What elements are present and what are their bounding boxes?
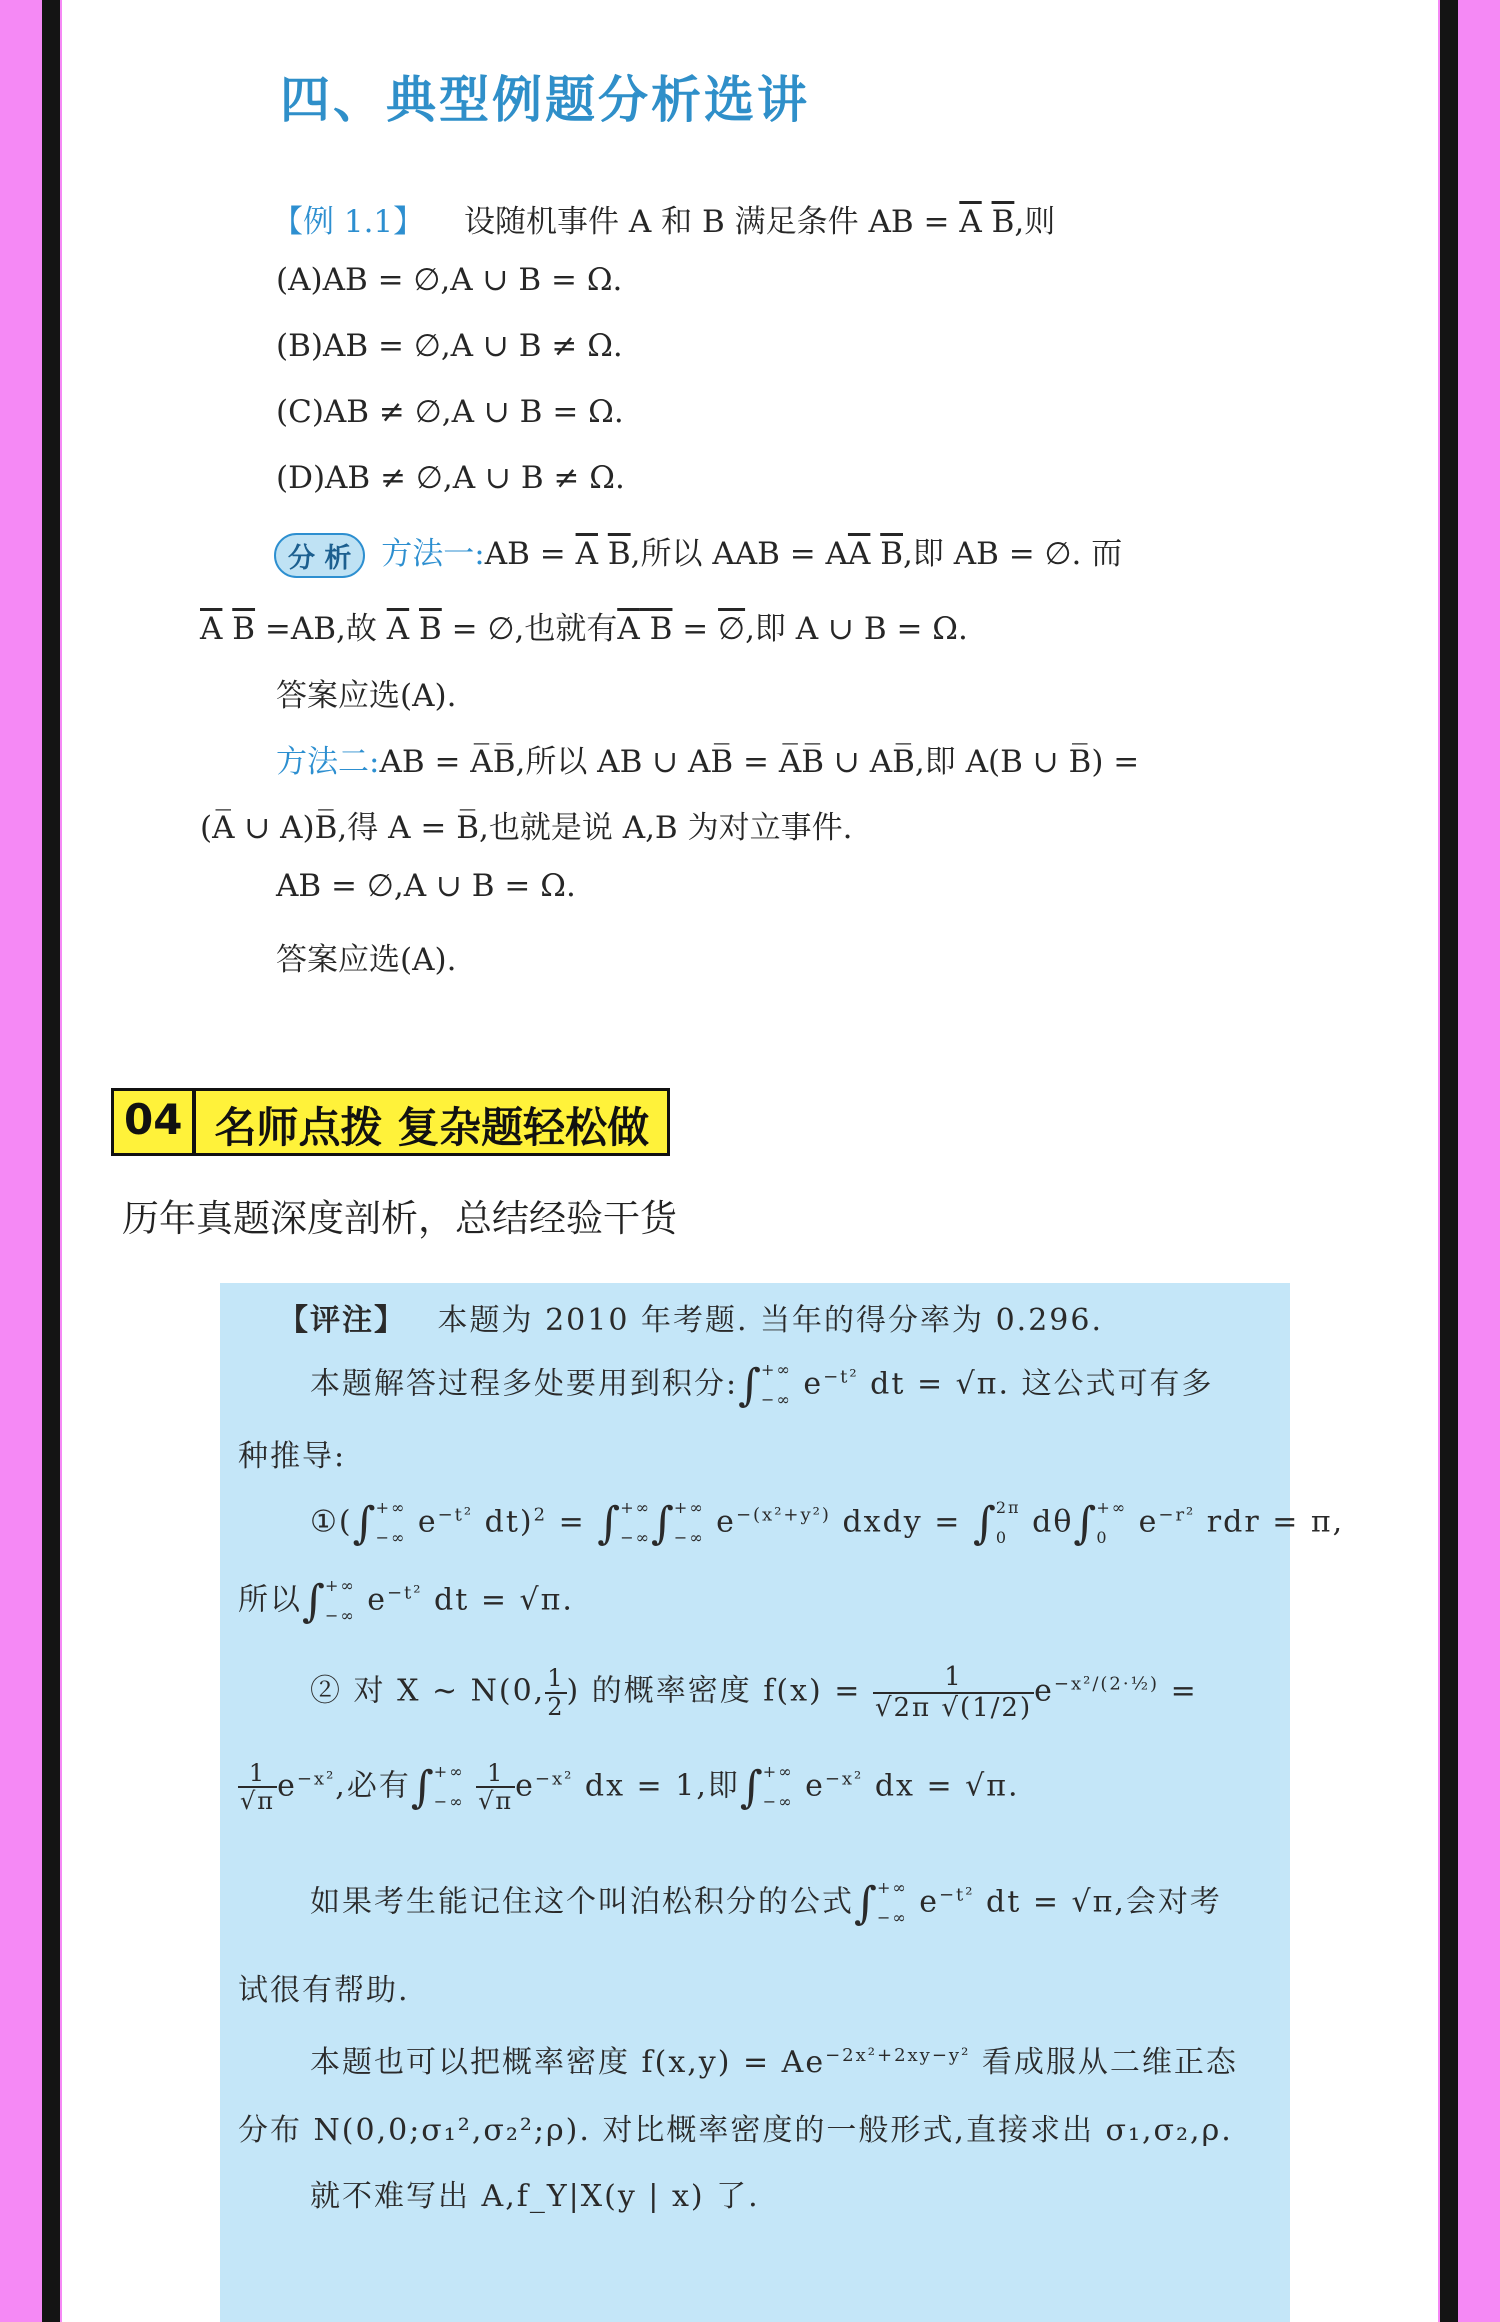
analysis-method2-line1: 方法二:AB = A̅B̅,所以 AB ∪ AB̅ = A̅B̅ ∪ AB̅,即 A(B ∪ B̅) = (276, 744, 1140, 780)
analysis-method1-line1: 分 析 方法一:AB = $\overline{A}$ $\overline{B}$,所以 AAB = $A\overline{A}$ $\overline{B}$,即 AB = ∅. 而 (274, 528, 1122, 578)
section-heading: 四、典型例题分析选讲 (280, 71, 810, 129)
banner-title: 名师点拨 复杂题轻松做 (196, 1091, 667, 1153)
analysis-badge: 分 析 (274, 533, 365, 578)
note-line-1: 【评注】 本题为 2010 年考题. 当年的得分率为 0.296. (278, 1303, 1103, 1338)
method2-label: 方法二: (276, 744, 380, 780)
integral-sign: ∫ (738, 1359, 764, 1411)
analysis-answer-2: 答案应选(A). (276, 942, 457, 978)
analysis-method2-line2: (A̅ ∪ A)B̅,得 A = B̅,也就是说 A,B 为对立事件. (200, 810, 853, 846)
note-tag: 【评注】 (278, 1303, 406, 1338)
method1-label: 方法一: (381, 536, 485, 572)
note-line-7: $\frac{1}{√\pi}$ $e^{-x^2}$,必有∫ +∞ −∞ $\frac{1}{√\pi}$ $e^{-x^2}$ dx = 1,即∫ +∞ −∞ $e^{-x^2}$ dx = √π. (240, 1759, 1020, 1816)
note-line-6: ② 对 X ∼ N(0, $\frac{1}{2}$ ) 的概率密度 f(x) = $\frac{1}{√2\pi √(1/2)}$ $e^{-x^2/(2\cdot\frac{1}{2})}$ = (310, 1662, 1198, 1723)
option-d: (D)AB ≠ ∅,A ∪ B ≠ Ω. (276, 460, 625, 496)
note-box (220, 1283, 1345, 2322)
note-line-5: 所以∫ +∞ −∞ $e^{-t^2}$ dt = √π. (238, 1575, 574, 1627)
analysis-answer-1: 答案应选(A). (276, 678, 457, 714)
example-tag: 【例 1.1】 (272, 204, 425, 240)
note-line-9: 试很有帮助. (238, 1973, 410, 2008)
note-line-12: 就不难写出 A,f_Y|X(y | x) 了. (310, 2179, 760, 2214)
example-stem: 【例 1.1】 设随机事件 A 和 B 满足条件 AB = $\overline{A}$ $\overline{B}$,则 (272, 204, 1056, 240)
option-c: (C)AB ≠ ∅,A ∪ B = Ω. (276, 394, 624, 430)
note-line-3: 种推导: (238, 1439, 347, 1474)
note-line-10: 本题也可以把概率密度 $f(x,y) = Ae^{-2x^2+2xy-y^2}$ 看成服从二维正态 (310, 2045, 1238, 2080)
left-border-bar (42, 0, 60, 2322)
note-line-4: ①(∫ +∞ −∞ $e^{-t^2}$ dt)$^2$ = ∫ +∞ −∞ ∫ +∞ −∞ $e^{-(x^2+y^2)}$ dxdy = ∫ 2π 0 dθ∫ +∞ 0 $e^{-r^2}$ rdr = π, (310, 1497, 1345, 1549)
document-page (62, 0, 1438, 2322)
analysis-method1-line2: $\overline{A}$ $\overline{B} =AB$,故 $\overline{A}$ $\overline{B}$ = ∅,也就有A B = ∅,即 A ∪ B = Ω. (200, 611, 968, 647)
note-line-2: 本题解答过程多处要用到积分:∫ +∞ −∞ $e^{-t^2}$ dt = √π. 这公式可有多 (310, 1359, 1214, 1411)
section-banner (111, 1088, 670, 1156)
option-b: (B)AB = ∅,A ∪ B ≠ Ω. (276, 328, 623, 364)
banner-number: 04 (114, 1091, 196, 1153)
banner-subtitle: 历年真题深度剖析，总结经验干货 (122, 1197, 677, 1240)
analysis-method2-line3: AB = ∅,A ∪ B = Ω. (276, 868, 576, 904)
note-line-11: 分布 N(0,0;σ₁²,σ₂²;ρ). 对比概率密度的一般形式,直接求出 σ₁,σ₂,ρ. (238, 2113, 1233, 2148)
right-border-bar (1440, 0, 1458, 2322)
option-a: (A)AB = ∅,A ∪ B = Ω. (276, 262, 623, 298)
note-line-8: 如果考生能记住这个叫泊松积分的公式∫ +∞ −∞ $e^{-t^2}$ dt = √π,会对考 (310, 1877, 1222, 1929)
